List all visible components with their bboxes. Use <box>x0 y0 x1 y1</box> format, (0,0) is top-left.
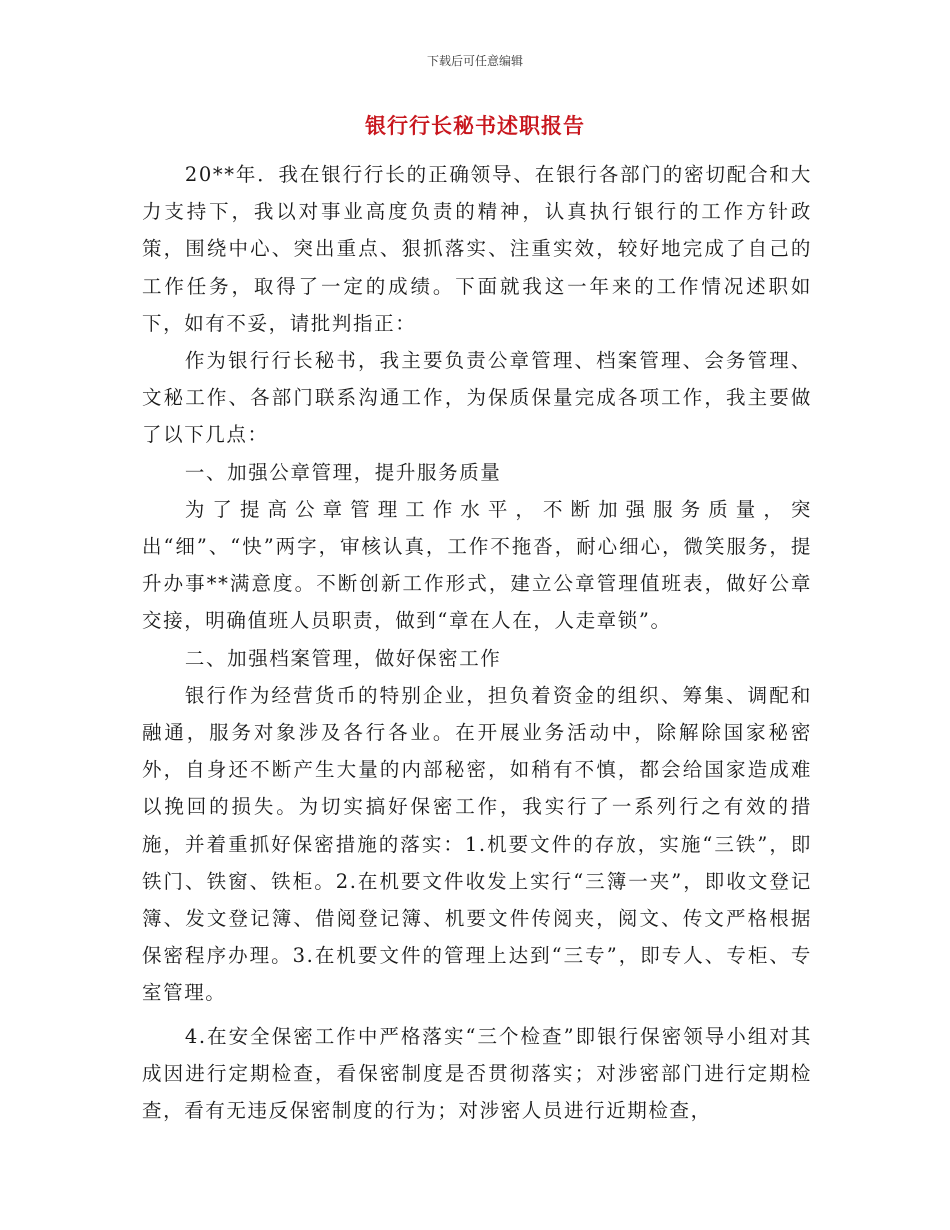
section-heading-2: 二、加强档案管理，做好保密工作 <box>184 646 502 670</box>
paragraph-intro: 20**年．我在银行行长的正确领导、在银行各部门的密切配合和大力支持下，我以对事业高度负责的精神，认真执行银行的工作方针政策，围绕中心、突出重点、狠抓落实、注重实效，较好地完成了自己的工作任务，取得了一定的成绩。下面就我这一年来的工作情况述职如下，如有不妥，请批判指正： <box>142 163 812 335</box>
paragraph-three-checks: 4.在安全保密工作中严格落实“三个检查”即银行保密领导小组对其成因进行定期检查，看保密制度是否贯彻落实；对涉密部门进行定期检查，看有无违反保密制度的行为；对涉密人员进行近期检查， <box>142 1024 812 1123</box>
section-heading-1: 一、加强公章管理，提升服务质量 <box>184 460 502 484</box>
paragraph-duties: 作为银行行长秘书，我主要负责公章管理、档案管理、会务管理、文秘工作、各部门联系沟通工作，为保质保量完成各项工作，我主要做了以下几点： <box>142 349 812 447</box>
paragraph-archive-secrecy: 银行作为经营货币的特别企业，担负着资金的组织、筹集、调配和融通，服务对象涉及各行各业。在开展业务活动中，除解除国家秘密外，自身还不断产生大量的内部秘密，如稍有不慎，都会给国家造成难以挽回的损失。为切实搞好保密工作，我实行了一系列行之有效的措施，并着重抓好保密措施的落实：1.机要文件的存放，实施“三铁”，即铁门、铁窗、铁柜。2.在机要文件收发上实行“三簿一夹”，即收文登记簿、发文登记簿、借阅登记簿、机要文件传阅夹，阅文、传文严格根据保密程序办理。3.在机要文件的管理上达到“三专”，即专人、专柜、专室管理。 <box>142 683 812 1005</box>
paragraph-seal-management: 为了提高公章管理工作水平，不断加强服务质量，突出“细”、“快”两字，审核认真，工作不拖沓，耐心细心，微笑服务，提升办事**满意度。不断创新工作形式，建立公章管理值班表，做好公章交接，明确值班人员职责，做到“章在人在，人走章锁”。 <box>142 497 812 633</box>
header-note: 下载后可任意编辑 <box>426 54 523 68</box>
document-title: 银行行长秘书述职报告 <box>365 114 585 138</box>
document-body <box>142 156 812 1129</box>
